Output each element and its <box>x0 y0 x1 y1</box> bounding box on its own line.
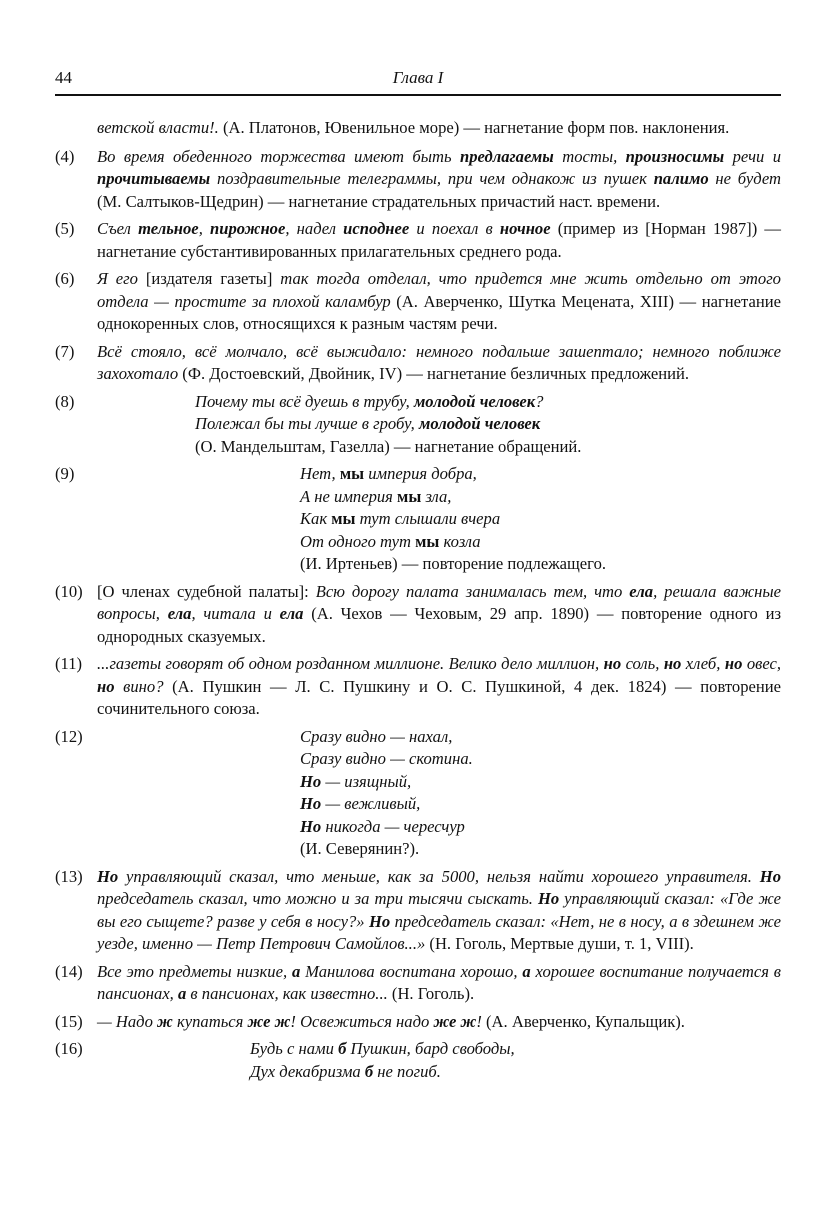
example-text: хорошее воспитание получается в пансионах, <box>97 961 782 1003</box>
example-text: вино? <box>114 676 164 696</box>
commentary-text: (А. Аверченко, Купальщик). <box>481 1011 685 1031</box>
verse-block <box>55 1038 781 1083</box>
example-number: (10) <box>55 581 83 601</box>
example-text: Дух декабризма <box>250 1061 365 1081</box>
emphasized-word: а <box>522 961 531 981</box>
example-number: (14) <box>55 961 83 981</box>
emphasized-word: мы <box>397 486 422 506</box>
verse-line <box>300 793 781 816</box>
page-number: 44 <box>55 68 72 87</box>
example-text: — вежливый, <box>321 794 421 813</box>
example-text: Сразу видно — скотина. <box>300 749 473 768</box>
example-text: Во время обеденного торжества имеют быть <box>97 146 460 166</box>
verse-line <box>300 508 781 531</box>
emphasized-word: Но <box>97 866 119 886</box>
verse-line <box>300 816 781 839</box>
page-header <box>55 68 781 96</box>
example-text: купаться <box>172 1011 248 1031</box>
emphasized-word: б <box>364 1061 374 1081</box>
emphasized-word: ела <box>279 604 304 623</box>
verse-line <box>300 463 781 486</box>
commentary-text: (А. Пушкин — Л. С. Пушкину и О. С. Пушкиной, 4 дек. 1824) — повторение сочинительного союза. <box>97 676 781 718</box>
verse-line <box>300 486 781 509</box>
example-number: (6) <box>55 269 75 288</box>
commentary-text: (Н. Гоголь, Мертвые души, т. 1, VIII). <box>425 934 694 953</box>
example-16 <box>55 1038 781 1083</box>
emphasized-word: Но <box>759 866 781 886</box>
emphasized-word: тельное <box>138 219 199 238</box>
emphasized-word: а <box>291 961 301 981</box>
example-14 <box>55 961 781 1006</box>
example-number: (9) <box>55 464 75 483</box>
example-11 <box>55 653 781 721</box>
verse-line <box>300 771 781 794</box>
examples-list <box>55 146 781 1084</box>
example-text: в пансионах, как известно... <box>186 984 388 1003</box>
emphasized-word: но <box>724 654 743 673</box>
example-text: не погиб. <box>373 1061 441 1081</box>
verse-line <box>250 1061 781 1084</box>
verse-block <box>55 463 781 576</box>
commentary-text: [О членах судебной палаты]: <box>97 581 316 601</box>
example-text: От одного тут <box>300 531 416 551</box>
page-body <box>55 117 781 1088</box>
commentary-text: (пример из [Норман 1987]) — нагнетание субстантивированных прилагательных среднего рода. <box>97 219 781 261</box>
emphasized-word: б <box>338 1039 347 1058</box>
emphasized-word: же ж <box>433 1011 477 1031</box>
verse-line <box>300 748 781 771</box>
emphasized-word: Но <box>300 816 322 836</box>
verse-line <box>300 553 781 576</box>
verse-line <box>300 726 781 749</box>
commentary-text: (И. Северянин?). <box>300 839 420 858</box>
example-number: (15) <box>55 1011 83 1031</box>
commentary-text: (А. Платонов, Ювенильное море) — нагнетание форм пов. наклонения. <box>218 118 730 137</box>
example-text: , решала важные вопросы, <box>97 581 781 623</box>
example-6 <box>55 268 781 336</box>
example-9 <box>55 463 781 576</box>
emphasized-word: прочитываемы <box>97 169 211 188</box>
example-number: (5) <box>55 219 75 238</box>
example-text: Пушкин, бард свободы, <box>346 1039 515 1058</box>
example-text: председатель сказал, что можно и за три тысячи сыскать. <box>97 889 538 908</box>
emphasized-word: но <box>97 676 115 696</box>
verse-block <box>55 726 781 861</box>
commentary-text: (Н. Гоголь). <box>387 984 475 1003</box>
example-text: так тогда отделал, что придется мне жить отдельно от этого отдела — простите за плохой каламбур <box>97 269 781 311</box>
commentary-text: (А. Чехов — Чеховым, 29 апр. 1890) — повторение одного из однородных сказуемых. <box>97 604 782 646</box>
example-4 <box>55 146 781 214</box>
example-number: (12) <box>55 726 83 746</box>
example-text: управляющий сказал: «Где же вы его сыщете? разве у себя в носу?» <box>97 889 782 931</box>
example-text: Почему ты всё дуешь в трубу, <box>195 391 414 411</box>
example-text: Полежал бы ты лучше в гробу, <box>195 414 419 433</box>
example-12 <box>55 726 781 861</box>
example-text: — Надо <box>97 1011 158 1031</box>
example-text: Всё стояло, всё молчало, всё выжидало: немного подальше зашептало; немного поближе захохотало <box>97 341 781 383</box>
example-8 <box>55 391 781 459</box>
example-text: председатель сказал: «Нет, не в носу, а в здешнем же уезде, именно — Петр Петрович Самойлов...» <box>97 911 781 953</box>
emphasized-word: молодой человек <box>413 391 536 411</box>
example-number: (4) <box>55 146 75 166</box>
emphasized-word: ночное <box>499 219 551 238</box>
example-text: Как <box>300 509 332 528</box>
emphasized-word: пирожное <box>210 219 286 238</box>
example-text: и поехал в <box>409 219 500 238</box>
emphasized-word: мы <box>331 509 356 528</box>
emphasized-word: Но <box>300 794 322 813</box>
emphasized-word: исподнее <box>343 219 410 238</box>
example-text: Будь с нами <box>250 1039 339 1058</box>
emphasized-word: мы <box>415 531 440 551</box>
example-number: (11) <box>55 654 83 673</box>
example-text: Нет, <box>300 464 340 483</box>
example-text: тосты, <box>553 146 626 166</box>
example-number: (16) <box>55 1039 83 1058</box>
emphasized-word: палимо <box>653 169 709 188</box>
emphasized-word: но <box>603 654 622 673</box>
emphasized-word: Но <box>368 911 391 931</box>
example-text: поздравительные телеграммы, при чем однакож из пушек <box>210 169 654 188</box>
example-text: империя добра, <box>364 464 477 483</box>
example-text: зла, <box>421 486 452 506</box>
example-10 <box>55 581 781 649</box>
emphasized-word: предлагаемы <box>460 146 554 166</box>
verse-line <box>300 838 781 861</box>
emphasized-word: но <box>663 654 682 673</box>
example-15 <box>55 1011 781 1034</box>
verse-line <box>195 413 781 436</box>
example-text: не будет <box>708 169 781 188</box>
example-text: соль, <box>621 654 664 673</box>
emphasized-word: а <box>177 984 187 1003</box>
emphasized-word: ж <box>157 1011 173 1031</box>
example-text: , читала и <box>191 604 280 623</box>
commentary-text: (И. Иртеньев) — повторение подлежащего. <box>300 554 607 573</box>
example-text: хлеб, <box>681 654 725 673</box>
example-text: ! <box>476 1011 482 1031</box>
example-text: тут слышали вчера <box>355 509 501 528</box>
commentary-text: (М. Салтыков-Щедрин) — нагнетание страдательных причастий наст. времени. <box>97 191 661 211</box>
verse-line <box>195 436 781 459</box>
emphasized-word: молодой человек <box>418 414 541 433</box>
example-text: Манилова воспитана хорошо, <box>300 961 523 981</box>
example-text: никогда — чересчур <box>321 816 465 836</box>
verse-line <box>250 1038 781 1061</box>
example-number: (7) <box>55 341 75 361</box>
example-text: овес, <box>742 654 781 673</box>
example-text: речи и <box>724 146 782 166</box>
commentary-text: [издателя газеты] <box>137 269 281 288</box>
example-text: ! Освежиться надо <box>290 1011 434 1031</box>
example-text: Съел <box>97 219 139 238</box>
example-text: , надел <box>285 219 344 238</box>
example-7 <box>55 341 781 386</box>
emphasized-word: же ж <box>247 1011 291 1031</box>
commentary-text: (Ф. Достоевский, Двойник, IV) — нагнетание безличных предложений. <box>178 364 690 383</box>
example-5 <box>55 218 781 263</box>
example-text: Я его <box>97 269 138 288</box>
verse-block <box>55 391 781 459</box>
example-text: Все это предметы низкие, <box>97 961 292 981</box>
example-13 <box>55 866 781 956</box>
example-text: Сразу видно — нахал, <box>300 726 453 746</box>
emphasized-word: Но <box>537 889 560 908</box>
emphasized-word: ела <box>167 604 192 623</box>
example-text: козла <box>439 531 481 551</box>
verse-line <box>195 391 781 414</box>
example-number: (13) <box>55 866 83 886</box>
continuation-paragraph <box>55 117 781 140</box>
example-text: ? <box>535 391 544 411</box>
example-number: (8) <box>55 391 75 411</box>
example-text: , <box>198 219 211 238</box>
example-text: управляющий сказал, что меньше, как за 5000, нельзя найти хорошего управителя. <box>118 866 760 886</box>
emphasized-word: Но <box>300 771 322 791</box>
running-title: Глава I <box>392 68 444 87</box>
commentary-text: (А. Аверченко, Шутка Мецената, XIII) — нагнетание однокоренных слов, относящихся к разным частям речи. <box>97 291 781 333</box>
example-text: ...газеты говорят об одном розданном миллионе. Велико дело миллион, <box>97 654 604 673</box>
commentary-text: (О. Мандельштам, Газелла) — нагнетание обращений. <box>195 436 582 456</box>
example-text: ветской власти!. <box>97 118 219 137</box>
emphasized-word: ела <box>629 581 654 601</box>
example-text: — изящный, <box>321 771 412 791</box>
example-text: А не империя <box>300 486 398 506</box>
emphasized-word: мы <box>339 464 365 483</box>
verse-line <box>300 531 781 554</box>
emphasized-word: произносимы <box>625 146 725 166</box>
example-text: Всю дорогу палата занималась тем, что <box>315 581 630 601</box>
